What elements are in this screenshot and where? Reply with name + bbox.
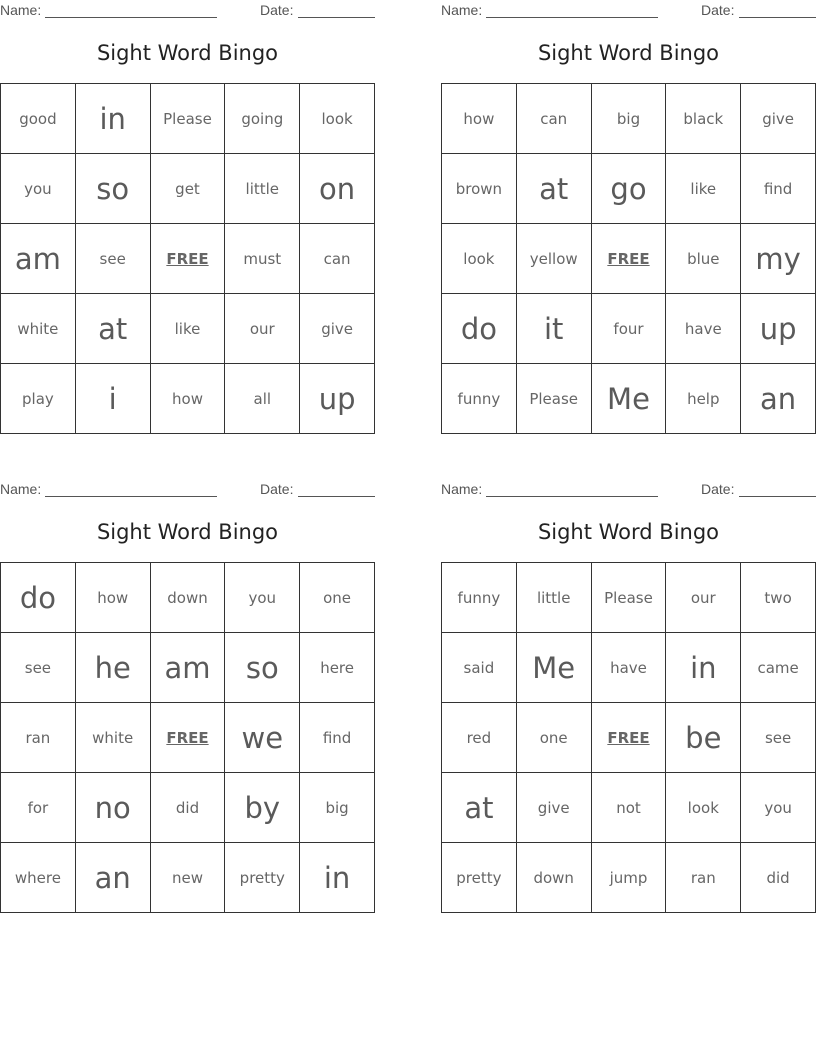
bingo-cell: look [666,773,741,843]
bingo-cell: see [76,224,151,294]
bingo-cell: white [1,294,76,364]
bingo-cell: how [151,364,226,434]
date-blank-line [739,17,816,18]
bingo-cell: up [741,294,816,364]
name-date-row [0,2,375,22]
bingo-cell: at [76,294,151,364]
bingo-cell: good [1,84,76,154]
bingo-cell: look [442,224,517,294]
bingo-cell: Please [151,84,226,154]
bingo-cell: up [300,364,375,434]
name-blank-line [45,17,217,18]
bingo-cell: am [151,633,226,703]
name-date-row [441,2,816,22]
bingo-cell: no [76,773,151,843]
bingo-grid [0,83,375,434]
bingo-cell: little [517,563,592,633]
bingo-cell: did [741,843,816,913]
bingo-cell: for [1,773,76,843]
bingo-cell: at [517,154,592,224]
bingo-cell: big [592,84,667,154]
bingo-grid [441,83,816,434]
bingo-grid [0,562,375,913]
bingo-cell: funny [442,563,517,633]
name-label: Name: [441,2,483,18]
bingo-cell: do [1,563,76,633]
bingo-cell: jump [592,843,667,913]
bingo-cell: be [666,703,741,773]
free-space: FREE [151,703,226,773]
bingo-cell: ran [1,703,76,773]
bingo-cell: one [300,563,375,633]
date-label: Date: [260,481,294,497]
bingo-cell: little [225,154,300,224]
bingo-cell: go [592,154,667,224]
bingo-grid [441,562,816,913]
card-title: Sight Word Bingo [537,520,720,544]
bingo-cell: yellow [517,224,592,294]
bingo-cell: an [76,843,151,913]
bingo-cell: big [300,773,375,843]
bingo-cell: black [666,84,741,154]
bingo-cell: have [666,294,741,364]
bingo-cell: so [76,154,151,224]
bingo-cell: get [151,154,226,224]
bingo-cell: said [442,633,517,703]
date-label: Date: [701,2,735,18]
bingo-cell: he [76,633,151,703]
card-title: Sight Word Bingo [96,41,279,65]
bingo-cell: pretty [225,843,300,913]
card-title: Sight Word Bingo [537,41,720,65]
bingo-cell: it [517,294,592,364]
bingo-cell: look [300,84,375,154]
bingo-cell: in [300,843,375,913]
name-label: Name: [0,481,42,497]
name-date-row [0,481,375,501]
bingo-cell: blue [666,224,741,294]
bingo-cell: all [225,364,300,434]
bingo-cell: not [592,773,667,843]
bingo-cell: our [666,563,741,633]
bingo-cell: you [741,773,816,843]
free-space: FREE [592,703,667,773]
bingo-cell: give [300,294,375,364]
bingo-cell: ran [666,843,741,913]
name-blank-line [486,496,658,497]
bingo-cell: play [1,364,76,434]
bingo-cell: can [517,84,592,154]
bingo-cell: did [151,773,226,843]
bingo-cell: we [225,703,300,773]
date-blank-line [739,496,816,497]
bingo-cell: give [517,773,592,843]
bingo-cell: my [741,224,816,294]
bingo-cell: brown [442,154,517,224]
bingo-cell: give [741,84,816,154]
bingo-cell: how [442,84,517,154]
bingo-cell: four [592,294,667,364]
bingo-cell: see [1,633,76,703]
bingo-cell: can [300,224,375,294]
date-label: Date: [701,481,735,497]
bingo-cell: where [1,843,76,913]
free-space: FREE [151,224,226,294]
bingo-cell: red [442,703,517,773]
bingo-cell: in [666,633,741,703]
bingo-cell: new [151,843,226,913]
bingo-cell: down [151,563,226,633]
bingo-cell: on [300,154,375,224]
bingo-cell: like [666,154,741,224]
bingo-cell: funny [442,364,517,434]
bingo-cell: here [300,633,375,703]
bingo-cell: how [76,563,151,633]
bingo-cell: by [225,773,300,843]
bingo-cell: pretty [442,843,517,913]
bingo-cell: find [741,154,816,224]
name-label: Name: [441,481,483,497]
bingo-cell: do [442,294,517,364]
bingo-cell: have [592,633,667,703]
name-date-row [441,481,816,501]
bingo-cell: in [76,84,151,154]
name-label: Name: [0,2,42,18]
bingo-cell: Please [517,364,592,434]
bingo-cell: an [741,364,816,434]
bingo-cell: came [741,633,816,703]
bingo-cell: one [517,703,592,773]
bingo-cell: must [225,224,300,294]
date-blank-line [298,496,375,497]
bingo-cell: our [225,294,300,364]
bingo-cell: find [300,703,375,773]
bingo-cell: so [225,633,300,703]
bingo-cell: i [76,364,151,434]
free-space: FREE [592,224,667,294]
bingo-cell: see [741,703,816,773]
bingo-cell: you [225,563,300,633]
date-label: Date: [260,2,294,18]
bingo-cell: going [225,84,300,154]
bingo-cell: down [517,843,592,913]
bingo-cell: help [666,364,741,434]
bingo-cell: am [1,224,76,294]
bingo-cell: at [442,773,517,843]
name-blank-line [486,17,658,18]
card-title: Sight Word Bingo [96,520,279,544]
bingo-cell: Please [592,563,667,633]
bingo-cell: like [151,294,226,364]
bingo-cell: two [741,563,816,633]
bingo-cell: Me [592,364,667,434]
name-blank-line [45,496,217,497]
bingo-cell: white [76,703,151,773]
bingo-cell: Me [517,633,592,703]
bingo-cell: you [1,154,76,224]
date-blank-line [298,17,375,18]
